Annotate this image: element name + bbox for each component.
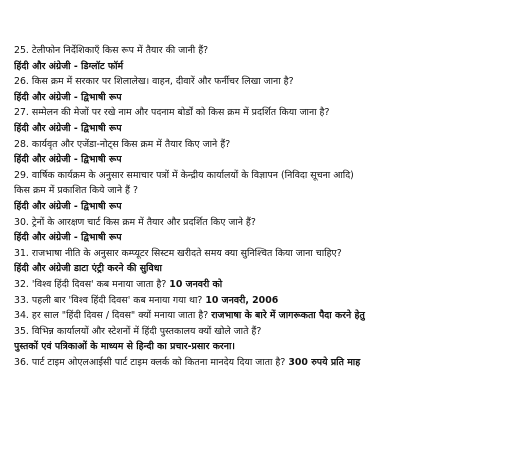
question-25: 25. टेलीफोन निर्देशिकाएँ किस रूप में तैयार की जानी हैं? — [14, 45, 209, 56]
question-28: 28. कार्यवृत और एजेंडा-नोट्स किस क्रम में तैयार किए जाने हैं? — [14, 138, 231, 150]
answer-26: हिंदी और अंग्रेजी - द्विभाषी रूप — [14, 91, 122, 103]
answer-25: हिंदी और अंग्रेजी - डिग्लॉट फॉर्म — [14, 60, 124, 72]
answer-36: 300 रुपये प्रति माह — [288, 356, 361, 368]
question-32-text: 32. 'विश्व हिंदी दिवस' कब मनाया जाता है? — [14, 278, 167, 290]
answer-32: 10 जनवरी को — [169, 278, 223, 290]
answer-31: हिंदी और अंग्रेजी डाटा एंट्री करने की सुविधा — [14, 263, 162, 275]
question-27: 27. सम्मेलन की मेजों पर रखे नाम और पदनाम बोर्डों को किस क्रम में प्रदर्शित किया जाना है? — [14, 107, 330, 119]
answer-33: 10 जनवरी, 2006 — [205, 294, 279, 306]
answer-34: राजभाषा के बारे में जागरूकता पैदा करने हेतु — [211, 310, 365, 322]
answer-35: पुस्तकों एवं पत्रिकाओं के माध्यम से हिन्दी का प्रचार-प्रसार करना। — [14, 341, 235, 353]
question-33-text: 33. पहली बार 'विश्व हिंदी दिवस' कब मनाया गया था? — [14, 294, 203, 306]
question-26: 26. किस क्रम में सरकार पर शिलालेख। वाहन, दीवारें और फर्नीचर लिखा जाना है? — [14, 76, 294, 88]
question-29-line-1: 29. वार्षिक कार्यक्रम के अनुसार समाचार पत्रों में केन्द्रीय कार्यालयों के विज्ञापन (निविदा सूचना आदि) — [14, 169, 354, 181]
answer-28: हिंदी और अंग्रेजी - द्विभाषी रूप — [14, 154, 122, 166]
answer-30: हिंदी और अंग्रेजी - द्विभाषी रूप — [14, 232, 122, 244]
question-34 — [14, 308, 497, 324]
question-33 — [14, 293, 497, 309]
question-30: 30. ट्रेनों के आरक्षण चार्ट किस क्रम में तैयार और प्रदर्शित किए जाने हैं? — [14, 216, 256, 228]
question-36 — [14, 355, 497, 371]
answer-27: हिंदी और अंग्रेजी - द्विभाषी रूप — [14, 122, 122, 134]
question-35: 35. विभिन्न कार्यालयों और स्टेशनों में हिंदी पुस्तकालय क्यों खोले जाते हैं? — [14, 325, 262, 337]
question-29-line-2: किस क्रम में प्रकाशित किये जाने हैं ? — [14, 185, 138, 197]
question-36-text: 36. पार्ट टाइम ओएलआईसी पार्ट टाइम क्लर्क को कितना मानदेय दिया जाता है? — [14, 356, 286, 368]
question-34-text: 34. हर साल "हिंदी दिवस / दिवस" क्यों मनाया जाता है? — [14, 310, 209, 322]
question-31: 31. राजभाषा नीति के अनुसार कम्प्यूटर सिस्टम खरीदते समय क्या सुनिश्चित किया जाना चाहिए? — [14, 247, 342, 259]
answer-29: हिंदी और अंग्रेजी - द्विभाषी रूप — [14, 200, 122, 212]
question-32 — [14, 277, 497, 293]
